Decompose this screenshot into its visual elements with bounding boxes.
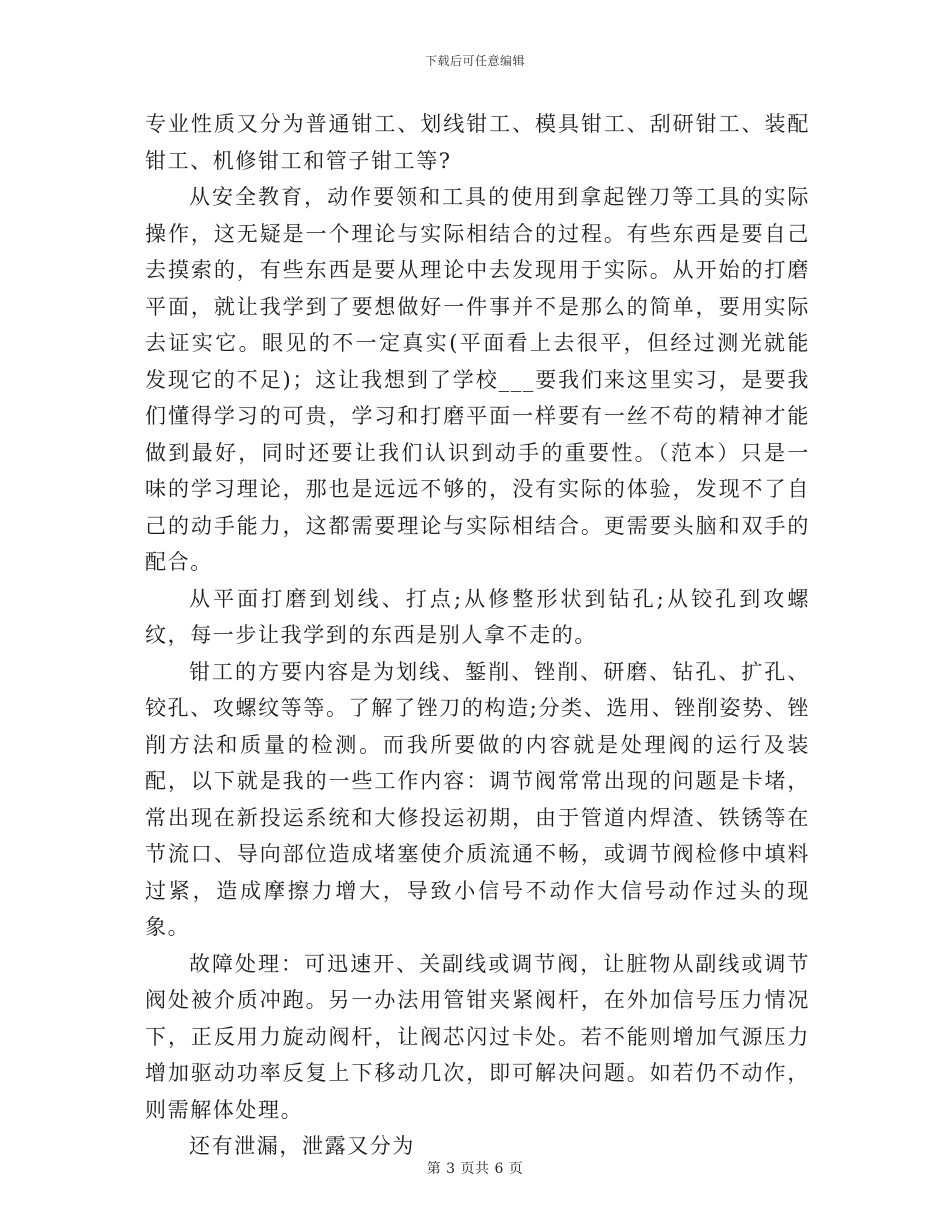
paragraph: 从安全教育，动作要领和工具的使用到拿起锉刀等工具的实际操作，这无疑是一个理论与实际相结合的过程。有些东西是要自己去摸索的，有些东西是要从理论中去发现用于实际。从开始的打磨平面，就让我学到了要想做好一件事并不是那么的简单，要用实际去证实它。眼见的不一定真实(平面看上去很平，但经过测光就能发现它的不足)；这让我想到了学校___要我们来这里实习，是要我们懂得学习的可贵，学习和打磨平面一样要有一丝不苟的精神才能做到最好，同时还要让我们认识到动手的重要性。（范本）只是一味的学习理论，那也是远远不够的，没有实际的体验，发现不了自己的动手能力，这都需要理论与实际相结合。更需要头脑和双手的配合。: [145, 185, 810, 574]
paragraph: 钳工的方要内容是为划线、錾削、锉削、研磨、钻孔、扩孔、铰孔、攻螺纹等等。了解了锉刀的构造;分类、选用、锉削姿势、锉削方法和质量的检测。而我所要做的内容就是处理阀的运行及装配，以下就是我的一些工作内容：调节阀常常出现的问题是卡堵，常出现在新投运系统和大修投运初期，由于管道内焊渣、铁锈等在节流口、导向部位造成堵塞使介质流通不畅，或调节阀检修中填料过紧，造成摩擦力增大，导致小信号不动作大信号动作过头的现象。: [145, 659, 810, 939]
paragraph: 从平面打磨到划线、打点;从修整形状到钻孔;从铰孔到攻螺纹，每一步让我学到的东西是别人拿不走的。: [145, 586, 810, 647]
paragraph: 专业性质又分为普通钳工、划线钳工、模具钳工、刮研钳工、装配钳工、机修钳工和管子钳工等?: [145, 112, 810, 173]
page-header: 下载后可任意编辑: [424, 54, 525, 68]
paragraph: 故障处理：可迅速开、关副线或调节阀，让脏物从副线或调节阀处被介质冲跑。另一办法用管钳夹紧阀杆，在外加信号压力情况下，正反用力旋动阀杆，让阀芯闪过卡处。若不能则增加气源压力增加驱动功率反复上下移动几次，即可解决问题。如若仍不动作，则需解体处理。: [145, 951, 810, 1122]
document-body: [145, 106, 810, 1165]
page-footer: 第 3 页共 6 页: [426, 1161, 524, 1177]
paragraph: 还有泄漏，泄露又分为: [189, 1134, 415, 1158]
